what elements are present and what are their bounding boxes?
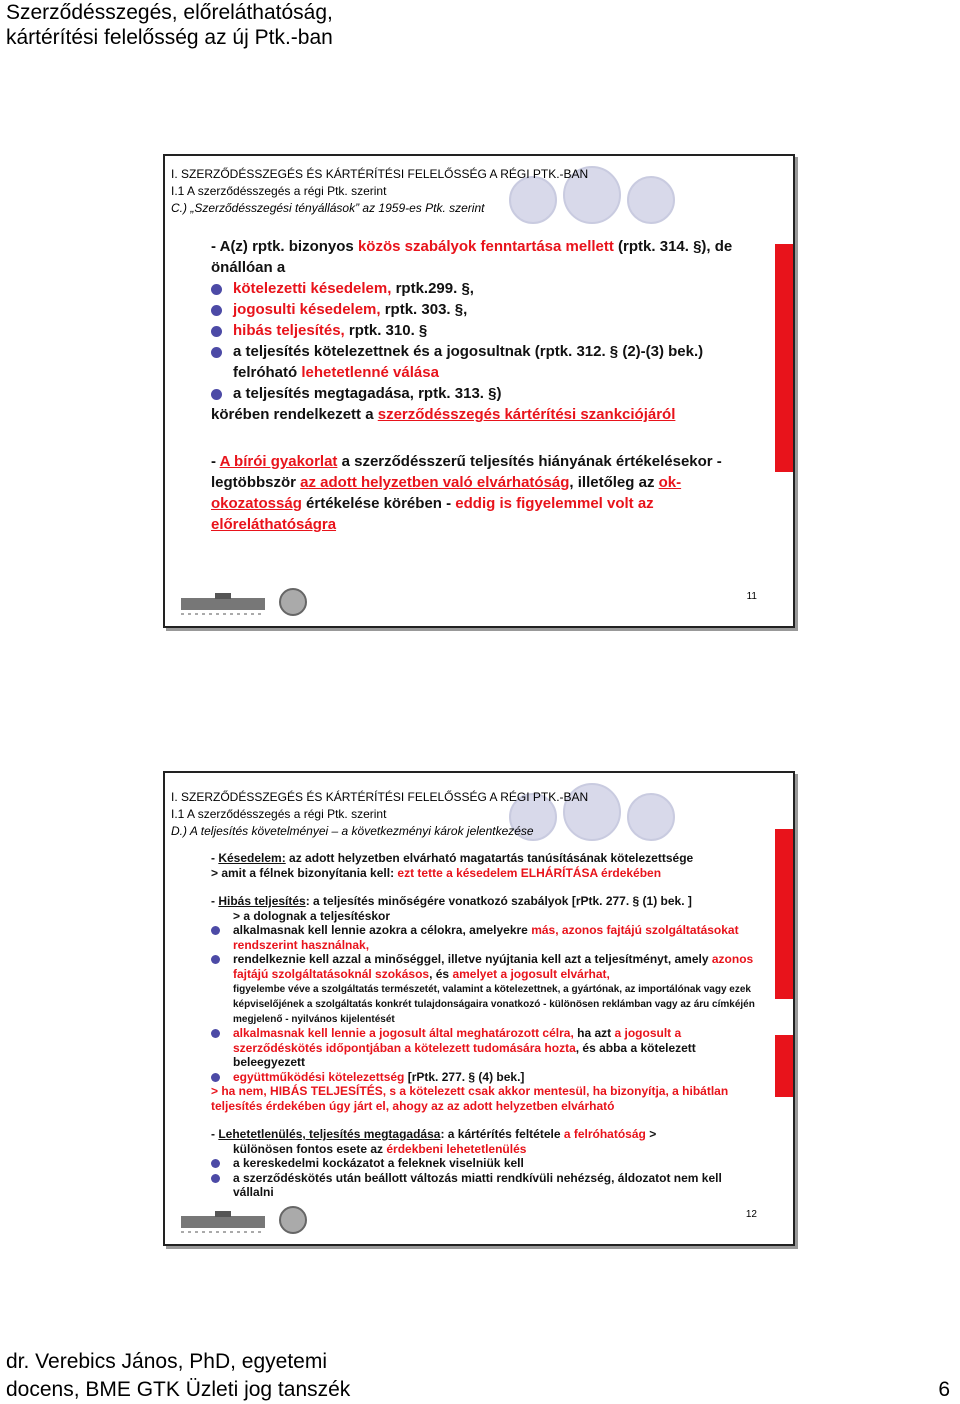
paragraph: > ha nem, HIBÁS TELJESÍTÉS, s a kötelezett csak akkor mentesül, ha bizonyítja, a hibátlan teljesítés érdekében úgy járt el, ahogy az az adott helyzetben elvárható — [211, 1084, 729, 1113]
list-item — [211, 1171, 763, 1200]
text: ha azt — [573, 1026, 615, 1040]
list-item — [211, 1156, 763, 1171]
slide-heading — [171, 166, 588, 217]
university-seal-logo — [279, 1206, 307, 1234]
text: , illetőleg az — [569, 474, 659, 491]
text: : a teljesítés minőségére vonatkozó szabályok [rPtk. 277. § (1) bek. ] — [305, 894, 692, 908]
text-red: amelyet a jogosult elvárhat, — [452, 966, 610, 981]
university-seal-logo — [279, 588, 307, 616]
red-side-bar — [775, 244, 793, 472]
footer-line-1: dr. Verebics János, PhD, egyetemi — [6, 1350, 327, 1373]
university-building-logo — [179, 592, 267, 618]
text-red: hibás teljesítés, — [233, 322, 345, 339]
footer-line-2: docens, BME GTK Üzleti jog tanszék — [6, 1378, 351, 1401]
slide-body — [211, 851, 763, 1200]
text: körében rendelkezett a — [211, 406, 378, 423]
list-item — [211, 923, 763, 952]
text-red: lehetetlenné válása — [301, 364, 439, 381]
text-red: ezt tette a késedelem ELHÁRÍTÁSA érdekében — [397, 865, 662, 880]
text: , és — [429, 966, 453, 981]
document-title-line-2: kártérítési felelősség az új Ptk.-ban — [6, 26, 333, 49]
text-small: figyelembe véve a szolgáltatás természetét, valamint a kötelezettnek, a gyártónak, az importálónak vagy ezek képviselőjének a szolgáltatás konkrét tulajdonságaira vonatkozó - különösen reklámban vagy az áru címkéjén megjelenő - nyilvános kijelentését — [233, 984, 755, 1025]
heading-line-1: I. SZERZŐDÉSSZEGÉS ÉS KÁRTÉRÍTÉSI FELELŐSSÉG A RÉGI PTK.-BAN — [171, 790, 589, 804]
list-item — [211, 278, 763, 299]
paragraph — [211, 851, 763, 866]
text-red: jogosulti késedelem, — [233, 301, 381, 318]
paragraph — [211, 894, 763, 909]
text-red: együttműködési kötelezettség — [233, 1069, 405, 1084]
text: a teljesítés megtagadása, rptk. 313. §) — [233, 385, 502, 402]
slide-body — [211, 236, 763, 535]
text-red-underlined: az adott helyzetben való elvárhatóság — [300, 474, 570, 491]
text: - — [211, 453, 220, 470]
heading-line-1: I. SZERZŐDÉSSZEGÉS ÉS KÁRTÉRÍTÉSI FELELŐSSÉG A RÉGI PTK.-BAN — [171, 167, 589, 181]
heading-line-3: C.) „Szerződésszegési tényállások” az 1959-es Ptk. szerint — [171, 201, 485, 215]
text: a szerződésszerű teljesítés hiányának értékelésekor - legtöbbször — [211, 453, 722, 491]
list-item — [211, 952, 763, 1026]
intro-paragraph — [211, 236, 763, 278]
text-red: azonos fajtájú szolgáltatásoknál szokásos — [233, 952, 754, 981]
text-red: közös szabályok fenntartása mellett — [357, 238, 614, 255]
text-underlined: Lehetetlenülés, teljesítés megtagadása — [218, 1127, 441, 1141]
text-red: alkalmasnak kell lennie a jogosult által meghatározott célra, — [233, 1026, 574, 1040]
list-item — [211, 299, 763, 320]
text: (rptk. 314. §), de önállóan a — [211, 238, 733, 276]
list-item — [211, 1026, 763, 1070]
paragraph — [211, 866, 763, 881]
heading-line-2: I.1 A szerződésszegés a régi Ptk. szerint — [171, 807, 387, 821]
list-item — [211, 320, 763, 341]
text: rendelkeznie kell azzal a minőséggel, illetve nyújtania kell azt a teljesítményt, amely — [233, 952, 712, 966]
heading-line-3: D.) A teljesítés követelményei – a következményi károk jelentkezése — [171, 824, 534, 838]
indent — [211, 1142, 526, 1156]
text-red: eddig is figyelemmel volt az — [455, 495, 654, 512]
slide-11 — [163, 154, 795, 628]
paragraph — [211, 404, 763, 425]
page-number: 6 — [938, 1378, 950, 1401]
document-footer — [6, 1348, 954, 1404]
text: [rPtk. 277. § (4) bek.] — [404, 1069, 525, 1084]
text-underlined: Késedelem: — [218, 851, 286, 865]
text-red-underlined: A bírói gyakorlat — [219, 453, 338, 470]
text: - A(z) rptk. bizonyos — [211, 238, 358, 255]
text: - — [211, 894, 219, 908]
slide-number: 11 — [746, 591, 757, 602]
text: > amit a félnek bizonyítania kell: — [211, 865, 398, 880]
text: - — [211, 851, 219, 865]
text-red: a felróhatóság — [563, 1127, 646, 1141]
paragraph — [211, 451, 763, 535]
slide-12 — [163, 771, 795, 1246]
red-side-bar-lower — [775, 1035, 793, 1097]
text: különösen fontos esete az — [233, 1141, 387, 1156]
text: értékelése körében - — [301, 495, 456, 512]
text-red-underlined: ok-okozatosság — [211, 474, 682, 512]
text-red: kötelezetti késedelem, — [233, 280, 392, 297]
document-title — [6, 0, 333, 50]
text: rptk. 303. §, — [380, 301, 468, 318]
text: rptk. 310. § — [344, 322, 428, 339]
heading-line-2: I.1 A szerződésszegés a régi Ptk. szerint — [171, 184, 387, 198]
text-red-underlined: szerződésszegés kártérítési szankciójáról — [377, 406, 676, 423]
text: az adott helyzetben elvárható magatartás tanúsításának kötelezettsége — [285, 851, 694, 865]
text: a szerződéskötés után beállott változás miatti rendkívüli nehézség, áldozatot nem kell vállalni — [233, 1170, 722, 1199]
paragraph — [211, 1127, 763, 1156]
text-underlined: Hibás teljesítés — [218, 894, 306, 908]
text-red-underlined: előreláthatóságra — [211, 516, 337, 533]
document-title-line-1: Szerződésszegés, előreláthatóság, — [6, 1, 333, 24]
slide-heading — [171, 789, 588, 840]
text: : a kártérítés feltétele — [440, 1127, 564, 1141]
list-item — [211, 341, 763, 383]
text: a teljesítés kötelezettnek és a jogosultnak (rptk. 312. § (2)-(3) bek.) felróható — [233, 343, 704, 381]
text: , és abba a kötelezett beleegyezett — [233, 1040, 696, 1069]
text: rptk.299. §, — [391, 280, 474, 297]
slide-number: 12 — [745, 1209, 757, 1220]
text: - — [211, 1127, 219, 1141]
text: a kereskedelmi kockázatot a feleknek viselniük kell — [233, 1156, 524, 1170]
text-red: más, azonos fajtájú szolgáltatásokat rendszerint használnak, — [233, 923, 739, 952]
list-item — [211, 1070, 763, 1085]
list-item — [211, 383, 763, 404]
text-red: a jogosult a szerződéskötés időpontjában a kötelezett tudomására hozta — [233, 1026, 682, 1055]
university-building-logo — [179, 1210, 267, 1236]
text-red: érdekbeni lehetetlenülés — [386, 1141, 527, 1156]
red-side-bar — [775, 829, 793, 999]
text: alkalmasnak kell lennie azokra a célokra, amelyekre — [233, 923, 532, 937]
paragraph: > a dolognak a teljesítéskor — [233, 908, 391, 923]
text: > — [645, 1127, 657, 1141]
